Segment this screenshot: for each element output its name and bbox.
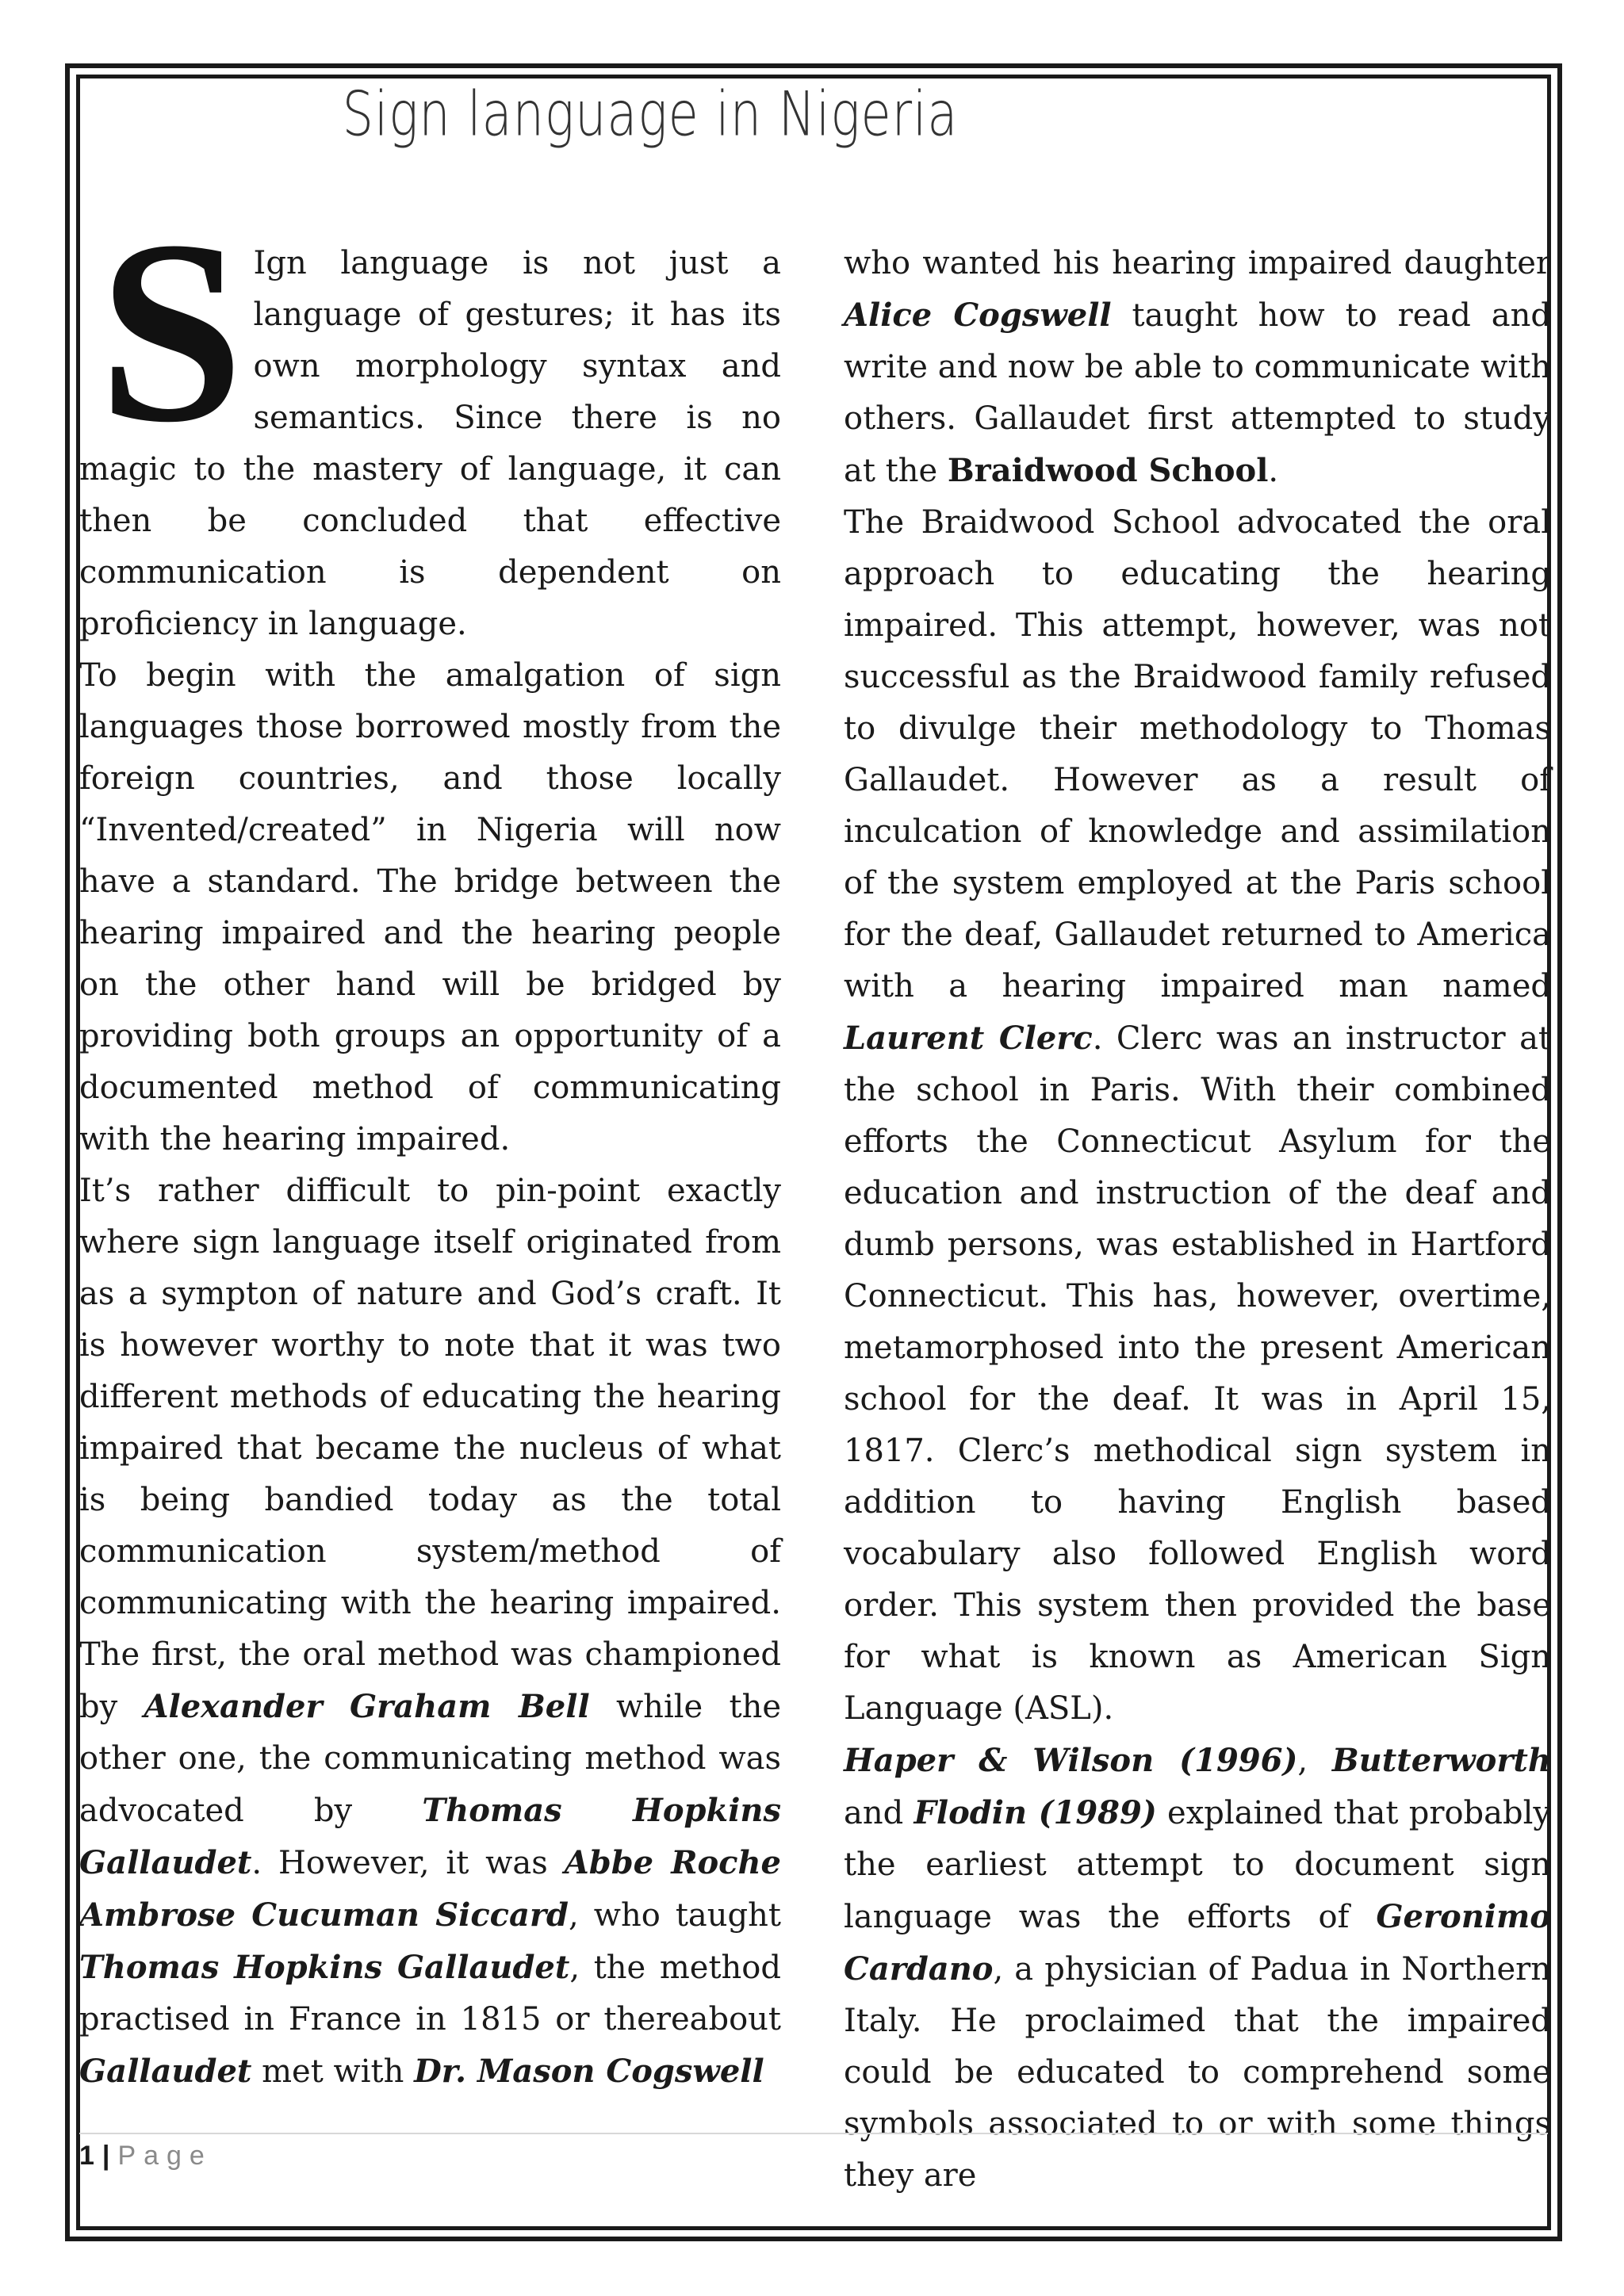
name-siccard: Abbe Roche Ambrose Cucuman Siccard [79,1844,782,1934]
left-column [79,187,782,2098]
text-span: while the other one, the communicating method was advocated by [79,1689,782,1829]
name-gallaudet: Gallaudet [79,2053,252,2090]
text-span: . [1268,453,1279,489]
text-span: , the method practised in France in 1815 or thereabout [79,1950,781,2038]
text-span: , [1297,1743,1332,1779]
page-label: Page [117,2141,213,2171]
page-title: Sign language in Nigeria [342,78,959,151]
drop-cap: S [98,187,244,476]
footer-divider [79,2133,1548,2134]
text-span: , a physician of Padua in Northern Italy. He proclaimed that the impaired could be educated to comprehend some symbols associated to or with some things they are [844,1951,1551,2194]
citation-butterworth: Butterworth [1331,1742,1551,1779]
paragraph-cogswell [844,238,1551,497]
name-alice-cogswell: Alice Cogswell [844,297,1112,334]
paragraph-origins [79,1165,781,2098]
name-laurent-clerc: Laurent Clerc [844,1020,1093,1057]
text-span: and [844,1795,914,1831]
page-footer [79,2141,213,2172]
footer-separator: | [102,2141,110,2171]
text-span: who wanted his hearing impaired daughter [844,245,1551,281]
text-span: explained that probably the earliest attempt to document sign language was the efforts of [844,1795,1551,1935]
text-span: . However, it was [251,1845,565,1881]
text-span: , who taught [568,1897,781,1934]
paragraph-amalgation: To begin with the amalgation of sign languages those borrowed mostly from the foreign countries, and those locally “Invented/created” in Nigeria will now have a standard. The bridge between the hearing impaired and the hearing people on the other hand will be bridged by providing both groups an opportunity of a documented method of communicating with the hearing impaired. [79,657,781,1158]
text-span: taught how to read and write and now be able to communicate with others. Gallaudet first attempted to study at the [844,297,1552,489]
name-cardano: Geronimo Cardano [844,1898,1551,1988]
citation-flodin: Flodin (1989) [914,1794,1157,1831]
text-span: . Clerc was an instructor at the school in Paris. With their combined efforts the Connecticut Asylum for the education and instruction of the deaf and dumb persons, was established in Hartford Connecticut. This has, however, overtime, metamorphosed into the present American school for the deaf. It was in April 15, 1817. Clerc’s methodical sign system in addition to having English based vocabulary also followed English word order. This system then provided the base for what is known as American Sign Language (ASL). [844,1020,1551,1727]
page-number: 1 [79,2141,94,2171]
text-span: It’s rather difficult to pin-point exactly where sign language itself originated from as a sympton of nature and God’s craft. It is however worthy to note that it was two different methods of educating the hearing impaired that became the nucleus of what is being bandied today as the total communication system/method of communicating with the hearing impaired. The first, the oral method was championed by [79,1173,781,1725]
paragraph-cardano [844,1735,1551,2202]
text-span: met with [251,2053,415,2090]
name-bell: Alexander Graham Bell [144,1688,590,1725]
paragraph-intro: Ign language is not just a language of gestures; it has its own morphology syntax and semantics. Since there is no magic to the mastery of language, it can then be concluded that effective communication is dependent on proficiency in language. [79,245,781,642]
paragraph-braidwood [844,497,1551,1735]
citation-haper-wilson: Haper & Wilson (1996) [844,1742,1298,1779]
name-mason-cogswell: Dr. Mason Cogswell [414,2053,764,2090]
name-gallaudet: Thomas Hopkins Gallaudet [79,1949,570,1986]
right-column [844,238,1551,2202]
text-span: The Braidwood School advocated the oral approach to educating the hearing impaired. This attempt, however, was not successful as the Braidwood family refused to divulge their methodology to Thomas Gallaudet. However as a result of inculcation of knowledge and assimilation of the system employed at the Paris school for the deaf, Gallaudet returned to America with a hearing impaired man named [844,504,1551,1004]
name-braidwood-school: Braidwood School [947,452,1269,489]
name-gallaudet: Thomas Hopkins Gallaudet [79,1792,781,1881]
